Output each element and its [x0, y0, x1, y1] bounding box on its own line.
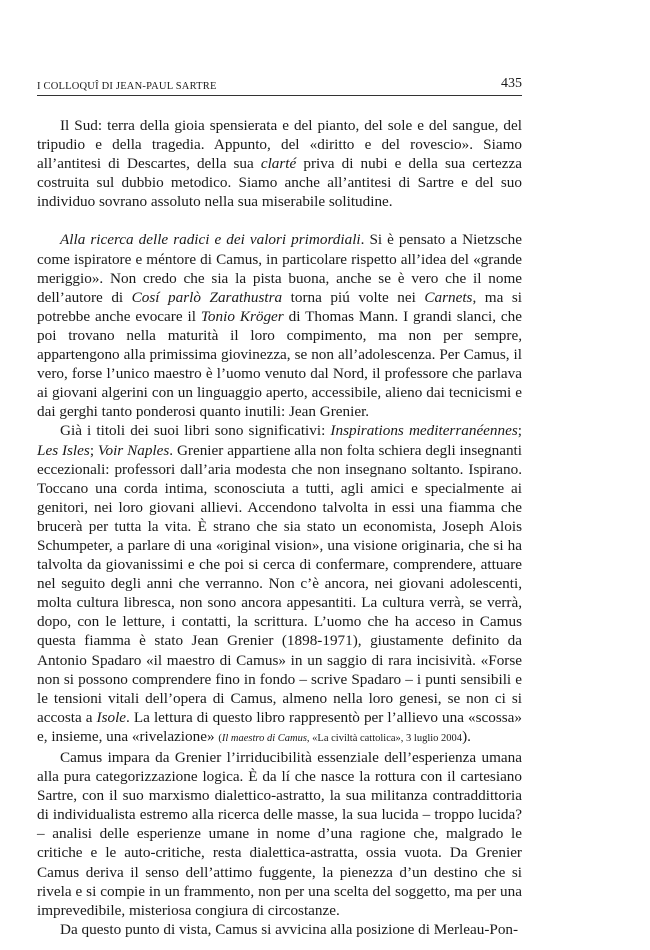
- italic-text: clarté: [260, 155, 297, 173]
- italic-text: Alla ricerca delle radici e dei valori primordiali: [60, 231, 361, 249]
- text-run: , ma si potrebbe anche evocare il: [37, 288, 523, 325]
- body-text: [37, 116, 522, 939]
- text-run: Già i titoli dei suoi libri sono significativi:: [60, 422, 331, 440]
- paragraph: [37, 748, 522, 920]
- text-run: Da questo punto di vista, Camus si avvicina alla posizione di Merleau-Pon-: [60, 920, 519, 938]
- text-run: Camus impara da Grenier l’irriducibilità essenziale dell’esperienza umana alla pura categorizzazione logica. È da lí che nasce la rottura con il cartesiano Sartre, con il suo marxismo dialettico-astratto, la sua militanza contraddittoria di individualista estremo alla ricerca delle masse, la sua lucida – troppo lucida? – analisi delle esperienze umane in nome d’una ragione che, malgrado le critiche e le auto-critiche, resta dialettica-astratta, ossia vuota. Da Grenier Camus deriva il senso dell’attimo fuggente, la pienezza d’un destino che si rivela e si compie in un frammento, non per una scelta del soggetto, ma per una imprevedibile, misteriosa congiura di circostanze.: [37, 749, 522, 919]
- text-run: priva di nubi e della sua certezza costruita sul dubbio metodico. Siamo anche all’antitesi di Sartre e del suo individuo sovrano assoluto nella sua miserabile solitudine.: [37, 155, 522, 211]
- paragraph: [37, 920, 522, 939]
- italic-text: Inspirations mediterranéennes: [330, 422, 518, 440]
- text-run: ).: [462, 727, 471, 745]
- text-run: . Grenier appartiene alla non folta schiera degli insegnanti eccezionali: professori dall’aria modesta che non insegnano soltanto. Ispirano. Toccano una corda intima, sconosciuta a tutti, agli amici e specialmente ai genitori, nei loro giovani allievi. Accendono talvolta in essi una fiamma che brucerà per tutta la vita. È strano che sia stato un economista, Joseph Alois Schumpeter, a parlare di una «original vision», una visione originaria, che si ha talvolta da giovanissimi e che poi si cerca di confermare, comprendere, attuare nel seguito degli anni che verranno. Non c’è ancora, nei giovani adolescenti, molta cultura libresca, non sono ancora appesantiti. La cultura verrà, se verrà, dopo, con le letture, i contatti, la scrittura. L’uomo che ha acceso in Camus questa fiamma è stato Jean Grenier (1898-1971), giustamente definito da Antonio Spadaro «il maestro di Camus» in un saggio di rara incisività. «Forse non si possono comprendere fino in fondo – scrive Spadaro – i punti sensibili e le tensioni vitali dell’opera di Camus, almeno nella loro genesi, se non ci si accosta a: [37, 441, 522, 726]
- text-run: di Thomas Mann. I grandi slanci, che poi trovano nella maturità il loro compimento, ma non per sempre, appartengono alla primissima giovinezza, se non all’adolescenza. Per Camus, il vero, forse l’unico maestro è l’uomo venuto dal Nord, il professore che parlava ai giovani algerini con un linguaggio aperto, accessibile, alieno dai tecnicismi e dai gerghi tanto ponderosi quanto inutili: Jean Grenier.: [37, 307, 522, 421]
- text-run: ;: [517, 422, 523, 440]
- italic-text: Cosí parlò Zarathustra: [131, 288, 283, 306]
- italic-text: Les Isles: [37, 441, 90, 459]
- italic-text: Voir Naples: [97, 441, 170, 459]
- italic-text: Carnets: [424, 288, 473, 306]
- book-page: [37, 70, 522, 939]
- running-head-title: I COLLOQUÎ DI JEAN-PAUL SARTRE: [37, 81, 217, 92]
- text-run: torna piú volte nei: [282, 288, 425, 306]
- paragraph: [37, 116, 522, 211]
- text-run: , «La civiltà cattolica», 3 luglio 2004: [306, 732, 463, 744]
- text-run: ;: [89, 441, 98, 459]
- text-run: . La lettura di questo libro rappresentò per l’allievo una «scossa» e, insieme, una «rivelazione»: [37, 708, 522, 745]
- text-run: (: [218, 732, 222, 744]
- text-run: . Si è pensato a Nietzsche come ispiratore e méntore di Camus, in particolare rispetto all’idea del «grande meriggio». Non credo che sia la pista buona, anche se è vero che il nome dell’autore di: [37, 231, 522, 306]
- italic-text: Il maestro di Camus: [221, 732, 307, 744]
- paragraph: [37, 421, 522, 748]
- italic-text: Tonio Kröger: [200, 307, 284, 325]
- text-run: Il Sud: terra della gioia spensierata e del pianto, del sole e del sangue, del tripudio e della tragedia. Appunto, del «diritto e del rovescio». Siamo all’antitesi di Descartes, della sua: [37, 117, 522, 173]
- running-head: [37, 70, 522, 96]
- paragraph: [37, 230, 522, 421]
- page-number: 435: [501, 76, 522, 91]
- italic-text: Isole: [96, 708, 127, 726]
